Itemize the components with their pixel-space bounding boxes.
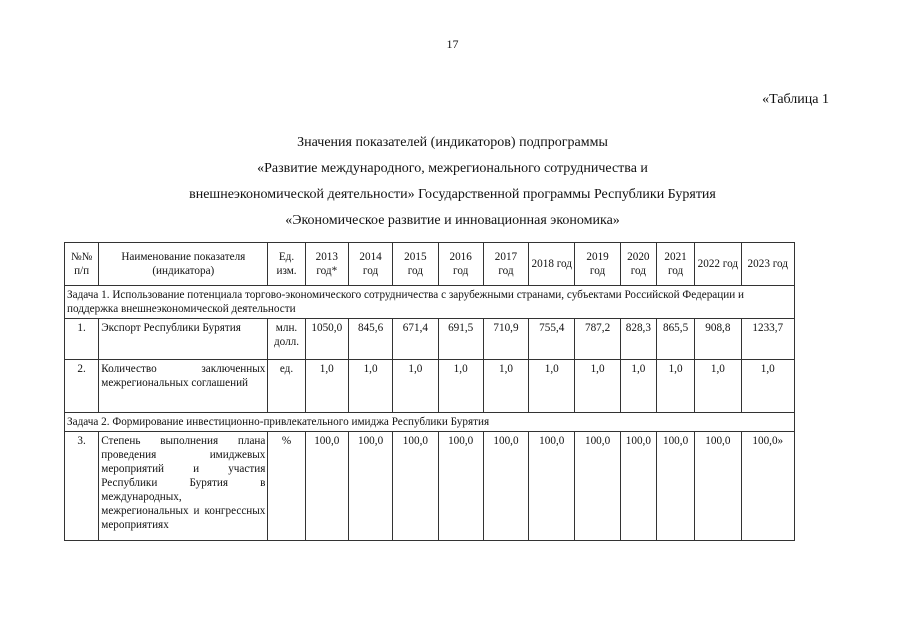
- value-cell: 100,0: [656, 432, 694, 541]
- value-cell: 1,0: [393, 360, 438, 413]
- value-cell: 100,0: [393, 432, 438, 541]
- header-cell: 2023 год: [741, 243, 794, 286]
- task-row: [65, 286, 795, 319]
- task-2-text: Задача 2. Формирование инвестиционно-привлекательного имиджа Республики Бурятия: [65, 413, 795, 432]
- task-row: [65, 413, 795, 432]
- value-cell: 1,0: [483, 360, 528, 413]
- unit-cell: ед.: [268, 360, 305, 413]
- table-row: [65, 319, 795, 360]
- indicator-name: Степень выполнения плана проведения имиджевых мероприятий и участия Республики Бурятия в международных, межрегиональных и конгрессных мероприятиях: [99, 432, 268, 541]
- value-cell: 100,0: [575, 432, 620, 541]
- value-cell: 845,6: [348, 319, 392, 360]
- value-cell: 908,8: [695, 319, 741, 360]
- table-header-row: [65, 243, 795, 286]
- header-cell: 2015 год: [393, 243, 438, 286]
- value-cell: 710,9: [483, 319, 528, 360]
- value-cell: 100,0: [438, 432, 483, 541]
- value-cell: 1050,0: [305, 319, 348, 360]
- title-line: Значения показателей (индикаторов) подпрограммы: [297, 135, 608, 150]
- value-cell: 100,0: [620, 432, 656, 541]
- title-line: внешнеэкономической деятельности» Государственной программы Республики Бурятия: [189, 187, 716, 202]
- header-cell: 2022 год: [695, 243, 741, 286]
- table-row: [65, 432, 795, 541]
- value-cell: 100,0: [529, 432, 575, 541]
- value-cell: 828,3: [620, 319, 656, 360]
- value-cell: 100,0: [305, 432, 348, 541]
- row-number: 3.: [65, 432, 99, 541]
- table-label: «Таблица 1: [762, 92, 829, 107]
- value-cell: 1,0: [348, 360, 392, 413]
- value-cell: 755,4: [529, 319, 575, 360]
- value-cell: 100,0»: [741, 432, 794, 541]
- value-cell: 1,0: [741, 360, 794, 413]
- header-cell: 2019 год: [575, 243, 620, 286]
- header-cell: 2021 год: [656, 243, 694, 286]
- value-cell: 691,5: [438, 319, 483, 360]
- value-cell: 787,2: [575, 319, 620, 360]
- value-cell: 100,0: [695, 432, 741, 541]
- value-cell: 1233,7: [741, 319, 794, 360]
- unit-cell: млн. долл.: [268, 319, 305, 360]
- document-title: [0, 130, 905, 234]
- page-number: 17: [446, 37, 459, 51]
- indicator-name: Экспорт Республики Бурятия: [99, 319, 268, 360]
- header-cell: 2014 год: [348, 243, 392, 286]
- unit-cell: %: [268, 432, 305, 541]
- indicators-table: [64, 242, 795, 541]
- value-cell: 1,0: [575, 360, 620, 413]
- header-cell: Наименование показателя (индикатора): [99, 243, 268, 286]
- header-cell: Ед. изм.: [268, 243, 305, 286]
- title-line: «Развитие международного, межрегионального сотрудничества и: [257, 161, 648, 176]
- header-cell: 2016 год: [438, 243, 483, 286]
- row-number: 2.: [65, 360, 99, 413]
- indicator-name: Количество заключенных межрегиональных соглашений: [99, 360, 268, 413]
- value-cell: 1,0: [438, 360, 483, 413]
- header-cell: 2013 год*: [305, 243, 348, 286]
- table-row: [65, 360, 795, 413]
- value-cell: 671,4: [393, 319, 438, 360]
- header-cell: 2018 год: [529, 243, 575, 286]
- value-cell: 1,0: [695, 360, 741, 413]
- value-cell: 1,0: [305, 360, 348, 413]
- header-cell: 2017 год: [483, 243, 528, 286]
- value-cell: 1,0: [656, 360, 694, 413]
- value-cell: 100,0: [483, 432, 528, 541]
- row-number: 1.: [65, 319, 99, 360]
- value-cell: 1,0: [529, 360, 575, 413]
- value-cell: 1,0: [620, 360, 656, 413]
- header-cell: №№ п/п: [65, 243, 99, 286]
- value-cell: 100,0: [348, 432, 392, 541]
- value-cell: 865,5: [656, 319, 694, 360]
- task-1-text: Задача 1. Использование потенциала торгово-экономического сотрудничества с зарубежными странами, субъектами Российской Федерации и поддержка внешнеэкономической деятельности: [65, 286, 795, 319]
- header-cell: 2020 год: [620, 243, 656, 286]
- title-line: «Экономическое развитие и инновационная экономика»: [285, 213, 620, 228]
